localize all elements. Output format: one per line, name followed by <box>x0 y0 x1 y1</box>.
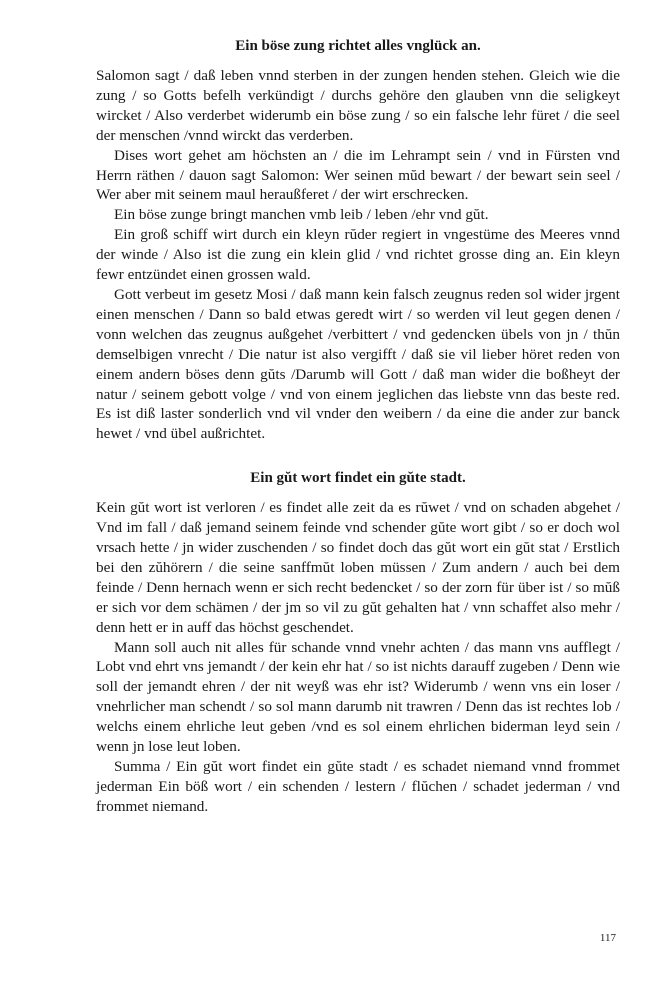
paragraph: Salomon sagt / daß leben vnnd sterben in der zungen henden stehen. Gleich wie die zung / so Gotts befelh verkündigt / durchs gehöre den glauben vnn die seligkeyt wircket / Also verderbet widerumb ein böse zung / so ein falsche lehr füret / die seel der menschen /vnnd wirckt das verderben. <box>96 67 620 144</box>
paragraph: Gott verbeut im gesetz Mosi / daß mann kein falsch zeugnus reden sol wider jrgent einen menschen / Dann so bald etwas geredt wirt / so werden vil leut gegen denen / vonn welchen das zeugnus außgehet /verbittert / vnd gedencken übels von jn / thŭn demselbigen vnrecht / Die natur ist also vergifft / daß sie vil lieber höret reden von einem andern böses denn gŭts /Darumb will Gott / daß man wider die boßheyt der natur / seinem gebott volge / vnd von einem jeglichen das liebste vnn das beste red. Es ist diß laster sonderlich vnd vil vnder den weibern / da eine die ander zur banck hewet / vnd übel außrichtet. <box>96 285 620 443</box>
section-title: Ein böse zung richtet alles vnglück an. <box>235 38 481 54</box>
paragraph: Dises wort gehet am höchsten an / die im Lehrampt sein / vnd in Fürsten vnd Herrn räthen / dauon sagt Salomon: Wer seinen mŭd bewart / der bewart sein seel / Wer aber mit seinem maul heraußferet / der wirt erschrecken. <box>96 146 620 204</box>
page-body <box>96 36 620 817</box>
section-good-word <box>96 468 620 817</box>
paragraph: Kein gŭt wort ist verloren / es findet alle zeit da es rŭwet / vnd on schaden abgehet / Vnd im fall / daß jemand seinem feinde vnd schender gŭte wort gibt / so er doch wol vrsach hette / jn wider zuschenden / so findet doch das gŭt wort ein gŭt stat / Erstlich bei den zŭhörern / die seine sanffmŭt loben müssen / Zum andern / auch bei dem feinde / Denn hernach wenn er sich recht bedencket / so der zorn für über ist / so mŭß er sich vor dem schämen / der jm so vil zu gŭt gehalten hat / vnn schaffet also mehr / denn hett er in auff das höchst geschendet. <box>96 499 620 636</box>
section-bad-tongue <box>96 36 620 444</box>
paragraph: Ein böse zunge bringt manchen vmb leib / leben /ehr vnd gŭt. <box>114 206 489 224</box>
paragraph: Ein groß schiff wirt durch ein kleyn rŭder regiert in vngestüme des Meeres vnnd der winde / Also ist die zung ein klein glid / vnd richtet grosse ding an. Ein kleyn fewr entzündet einen grossen wald. <box>96 226 620 284</box>
paragraph: Summa / Ein gŭt wort findet ein gŭte stadt / es schadet niemand vnnd frommet jederman Ein böß wort / ein schenden / lestern / flŭchen / schadet jederman / vnd frommet niemand. <box>96 758 620 815</box>
paragraph: Mann soll auch nit alles für schande vnnd vnehr achten / das mann vns aufflegt / Lobt vnd ehrt vns jemandt / der kein ehr hat / so ist nichts darauff zugeben / Denn wie soll der jemandt ehren / der nit weyß was ehr ist? Widerumb / wenn vns ein loser / vnehrlicher man schendt / so sol mann darumb nit trawren / Denn das ist rechtes lob / welchs einem ehrliche leut geben /vnd es sol einem ehrlichen biderman leyd sein / wenn jn lose leut loben. <box>96 638 620 756</box>
section-title: Ein gŭt wort findet ein gŭte stadt. <box>250 470 466 487</box>
page-number: 117 <box>599 932 616 944</box>
